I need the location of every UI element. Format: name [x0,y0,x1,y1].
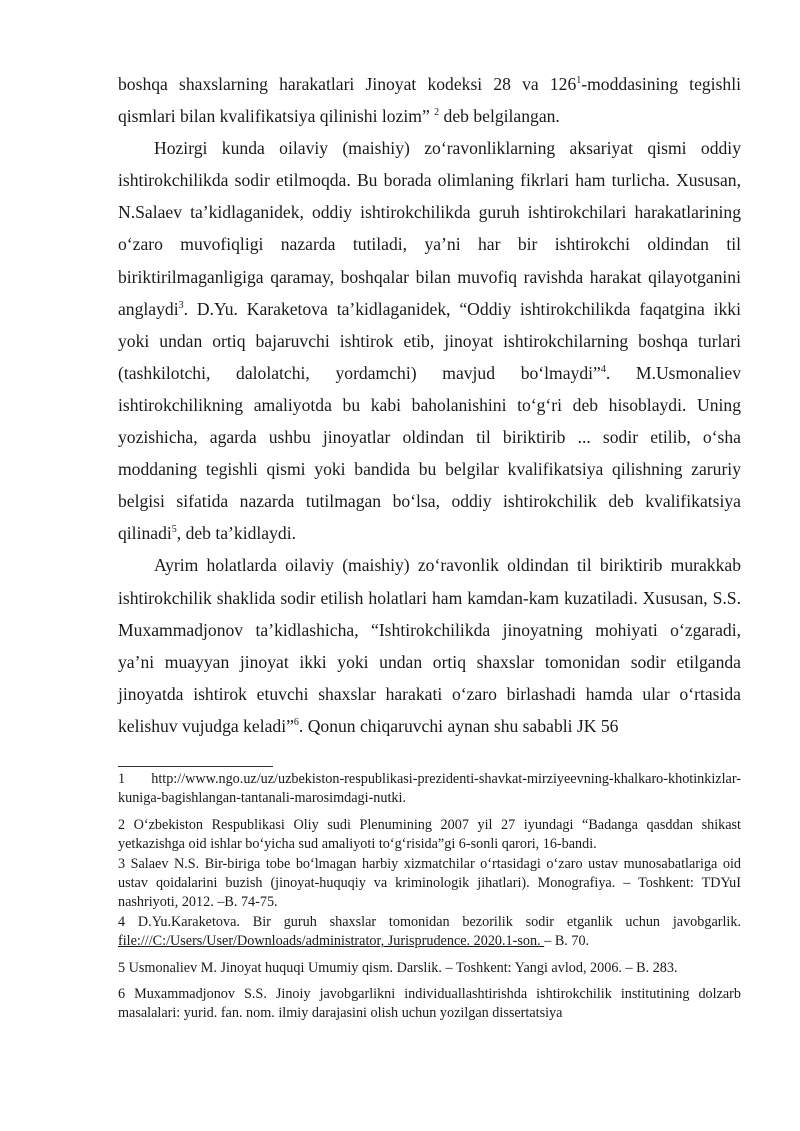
footnote-3 [118,855,741,913]
text-run: . Qonun chiqaruvchi aynan shu sababli JK 56 [298,715,619,736]
footnotes [118,770,741,1024]
footnote-text: 6 Muxammadjonov S.S. Jinoiy javobgarlikni individuallashtirishda ishtirokchilik institutining dolzarb masalalari: yurid. fan. nom. ilmiy darajasini olish uchun yozilgan dissertatsiya [118,986,741,1022]
footnote-1 [118,770,741,809]
paragraph [118,132,741,549]
footnote-6 [118,985,741,1024]
text-run: . D.Yu. Karaketova ta’kidlaganidek, “Oddiy ishtirokchilikda faqatgina ikki yoki undan ortiq bajaruvchi ishtirok etib, jinoyat ishtirokchilarning boshqa turlari (tashkilotchi, dalolatchi, yordamchi) mavjud bo‘lmaydi” [118,298,741,383]
footnote-ref: 3 [178,299,184,311]
footnote-ref: 2 [434,107,440,119]
footnote-text: 4 D.Yu.Karaketova. Bir guruh shaxslar tomonidan bezorilik sodir etganlik uchun javobgarlik. [118,913,741,930]
footnote-separator [118,766,273,767]
footnote-link[interactable]: file:///C:/Users/User/Downloads/administrator, Jurisprudence. 2020.1-son. [118,933,545,950]
main-text [118,68,741,742]
footnote-text: 1 http://www.ngo.uz/uz/uzbekiston-respublikasi-prezidenti-shavkat-mirziyeevning-khalkaro-khotinkizlar-kuniga-bagishlangan-tantanali-marosimdagi-nutki. [118,771,741,807]
footnote-text: 5 Usmonaliev M. Jinoyat huquqi Umumiy qism. Darslik. – Toshkent: Yangi avlod, 2006. – B. 283. [118,959,678,976]
footnote-ref: 1 [576,75,582,86]
footnote-ref: 6 [293,716,299,728]
paragraph [118,549,741,742]
text-run: , deb ta’kidlaydi. [176,523,296,544]
footnote-text: – B. 70. [544,933,590,950]
footnote-2 [118,816,741,855]
text-run: deb belgilangan. [439,106,560,127]
paragraph [118,68,741,132]
footnote-4 [118,913,741,952]
text-run: boshqa shaxslarning harakatlari Jinoyat kodeksi 28 va 126 [118,74,577,94]
footnote-text: 3 Salaev N.S. Bir-biriga tobe bo‘lmagan harbiy xizmatchilar o‘rtasidagi o‘zaro ustav munosabatlariga oid ustav qoidalarini buzish (jinoyat-huquqiy va kriminologik jihatlari). Monografiya. – Toshkent: TDYuI nashriyoti, 2012. –B. 74-75. [118,855,741,911]
text-run: Hozirgi kunda oilaviy (maishiy) zo‘ravonliklarning aksariyat qismi oddiy ishtirokchilikda sodir etilmoqda. Bu borada olimlaning fikrlari ham turlicha. Xususan, N.Salaev ta’kidlaganidek, oddiy ishtirokchilikda guruh ishtirokchilari harakatlarining o‘zaro muvofiqligi nazarda tutiladi, ya’ni har bir ishtirokchi oldindan til biriktirilmaganligiga qaramay, boshqalar bilan muvofiq ravishda harakat qilayotganini anglaydi [118,138,741,319]
text-run: Ayrim holatlarda oilaviy (maishiy) zo‘ravonlik oldindan til biriktirib murakkab ishtirokchilik shaklida sodir etilish holatlari ham kamdan-kam kuzatiladi. Xususan, S.S. Muxammadjonov ta’kidlashicha, “Ishtirokchilikda jinoyatning mohiyati o‘zgaradi, ya’ni muayyan jinoyat ikki yoki undan ortiq shaxslar tomonidan sodir etilganda jinoyatda ishtirok etuvchi shaxslar harakati o‘zaro birlashadi hamda ular o‘rtasida kelishuv vujudga keladi” [118,555,741,736]
footnote-text: 2 O‘zbekiston Respublikasi Oliy sudi Plenumining 2007 yil 27 iyundagi “Badanga qasddan shikast yetkazishga oid ishlar bo‘yicha sud amaliyoti to‘g‘risida”gi 6-sonli qarori, 16-bandi. [118,816,741,853]
text-run: . M.Usmonaliev ishtirokchilikning amaliyotda bu kabi baholanishini to‘g‘ri deb hisoblaydi. Uning yozishicha, agarda ushbu jinoyatlar oldindan til biriktirib ... sodir etilib, o‘sha moddaning tegishli qismi yoki bandida bu belgilar kvalifikatsiya qilishning zaruriy belgisi sifatida nazarda tutilmagan bo‘lsa, oddiy ishtirokchilik deb kvalifikatsiya qilinadi [118,362,741,544]
footnote-ref: 5 [171,524,177,536]
footnote-5 [118,959,741,978]
footnote-ref: 4 [600,363,606,375]
text-run: -moddasining tegishli qismlari bilan kvalifikatsiya qilinishi lozim” [118,74,741,127]
